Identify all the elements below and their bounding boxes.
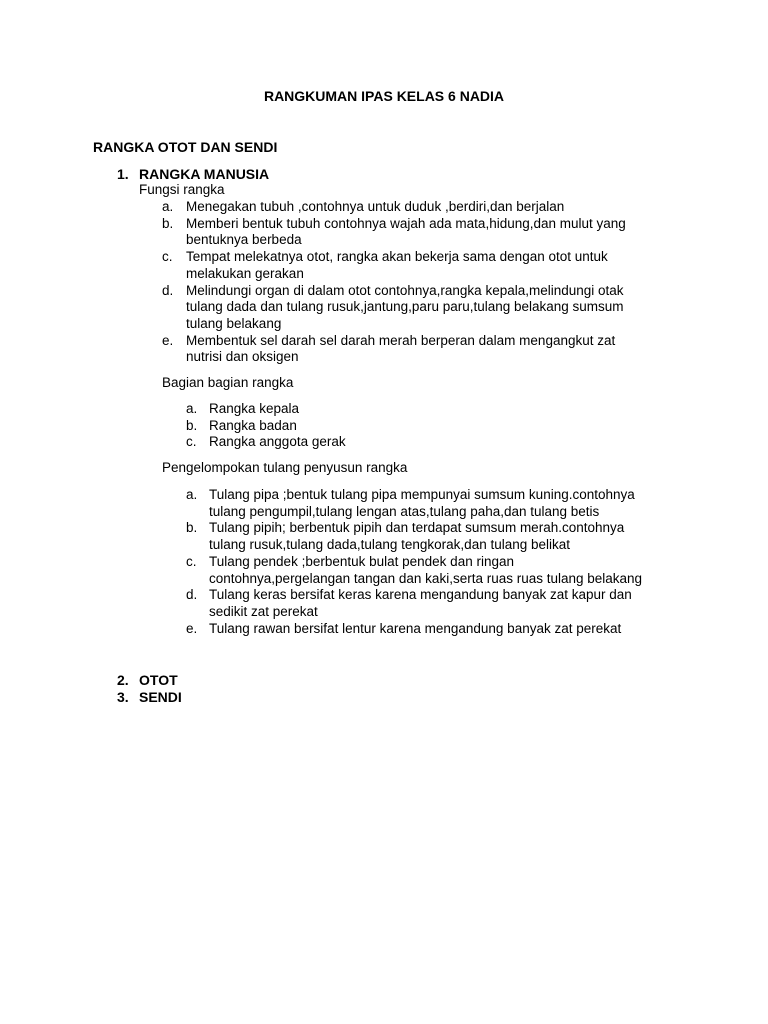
list-item-text: Tulang pipih; berbentuk pipih dan terdapat sumsum merah.contohnya <box>209 520 625 536</box>
list-item-text: tulang pengumpil,tulang lengan atas,tulang paha,dan tulang betis <box>209 503 600 519</box>
list-marker: b. <box>186 417 198 433</box>
list-marker: a. <box>186 401 198 416</box>
list-item-text: Tulang keras bersifat keras karena mengandung banyak zat kapur dan <box>209 587 632 603</box>
list-item-text: Melindungi organ di dalam otot contohnya,rangka kepala,melindungi otak <box>186 282 624 298</box>
list-item-text: tulang belakang <box>186 315 282 331</box>
list-item-text: contohnya,pergelangan tangan dan kaki,serta ruas ruas tulang belakang <box>209 570 643 586</box>
heading-1-label: RANGKA MANUSIA <box>139 166 270 182</box>
list-marker: d. <box>186 587 198 603</box>
list-item-text: Tulang pendek ;berbentuk bulat pendek dan ringan <box>209 553 514 569</box>
list-marker: b. <box>186 520 198 536</box>
list-marker: e. <box>162 332 174 348</box>
list-item-text: Membentuk sel darah sel darah merah berperan dalam mengangkut zat <box>186 332 616 348</box>
list-item-text: Tulang pipa ;bentuk tulang pipa mempunyai sumsum kuning.contohnya <box>209 487 635 502</box>
list-marker: c. <box>162 249 173 265</box>
list-item-text: Memberi bentuk tubuh contohnya wajah ada mata,hidung,dan mulut yang <box>186 215 626 231</box>
heading-1-number: 1. <box>117 166 129 182</box>
list-marker: d. <box>162 282 174 298</box>
document-title: RANGKUMAN IPAS KELAS 6 NADIA <box>263 88 505 104</box>
list-item-text: melakukan gerakan <box>186 265 304 281</box>
list-marker: c. <box>186 434 197 450</box>
list-item-text: nutrisi dan oksigen <box>186 349 299 365</box>
list-item-text: tulang rusuk,tulang dada,tulang tengkorak,dan tulang belikat <box>209 537 571 553</box>
bagian-rangka-title: Bagian bagian rangka <box>162 375 294 390</box>
list-marker: c. <box>186 553 197 569</box>
list-item-text: bentuknya berbeda <box>186 232 302 248</box>
list-item-text: Tulang rawan bersifat lentur karena mengandung banyak zat perekat <box>209 620 622 636</box>
heading-2-number: 2. <box>117 672 129 688</box>
list-item-text: tulang dada dan tulang rusuk,jantung,paru paru,tulang belakang sumsum <box>186 299 624 315</box>
section-heading: RANGKA OTOT DAN SENDI <box>93 139 278 155</box>
list-item-text: sedikit zat perekat <box>209 603 318 619</box>
heading-3-number: 3. <box>117 689 129 705</box>
heading-2-label: OTOT <box>139 672 178 688</box>
pengelompokan-title: Pengelompokan tulang penyusun rangka <box>162 460 408 475</box>
list-marker: a. <box>162 199 174 214</box>
list-marker: b. <box>162 215 174 231</box>
fungsi-rangka-title: Fungsi rangka <box>139 182 225 197</box>
list-marker: e. <box>186 620 198 636</box>
heading-3-label: SENDI <box>139 689 182 705</box>
list-marker: a. <box>186 487 198 502</box>
list-item-text: Tempat melekatnya otot, rangka akan bekerja sama dengan otot untuk <box>186 249 608 265</box>
list-item-text: Menegakan tubuh ,contohnya untuk duduk ,berdiri,dan berjalan <box>186 199 565 214</box>
list-item-text: Rangka kepala <box>209 401 300 416</box>
list-item-text: Rangka badan <box>209 417 297 433</box>
list-item-text: Rangka anggota gerak <box>209 434 346 450</box>
